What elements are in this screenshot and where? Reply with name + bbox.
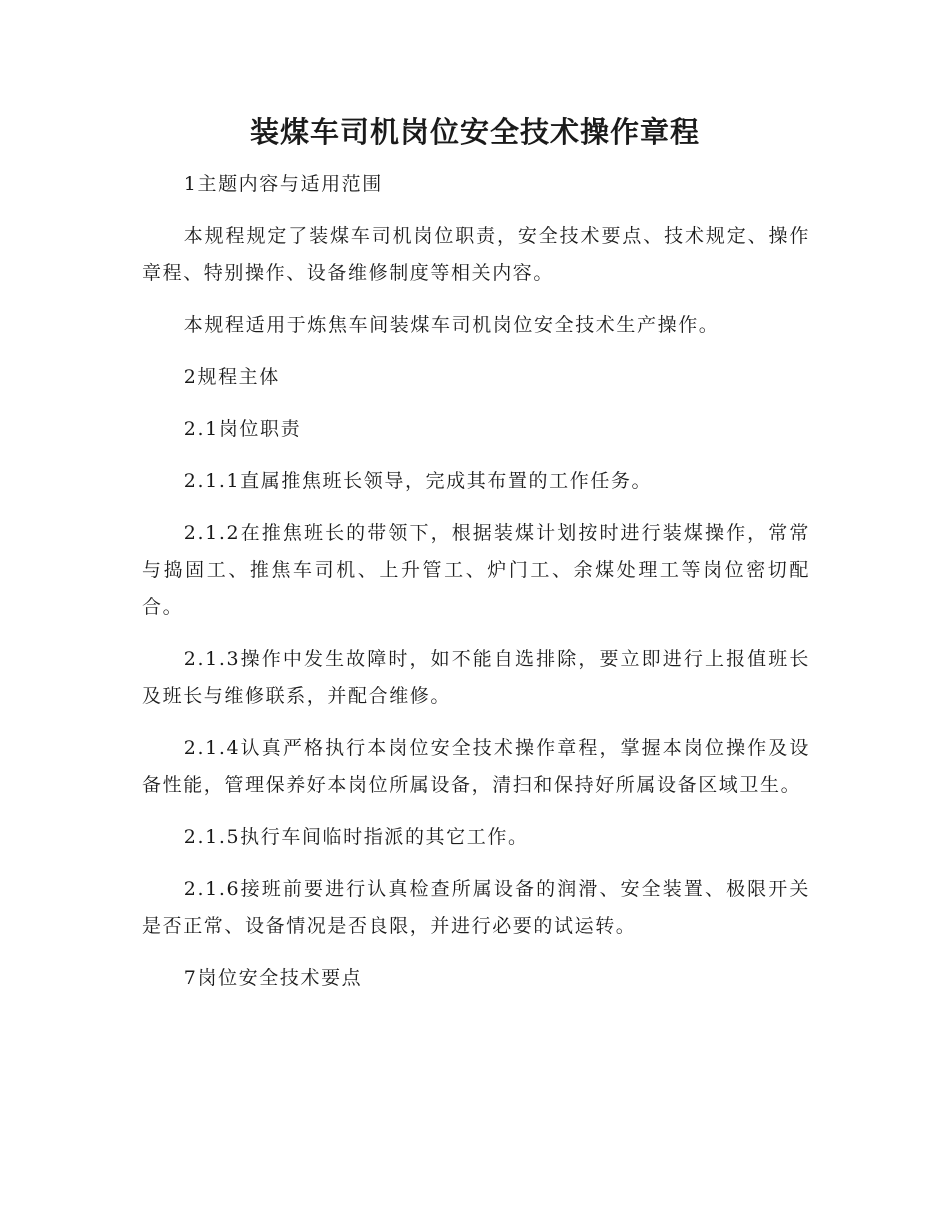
subsection-heading: 2.1岗位职责 bbox=[183, 418, 302, 440]
clause-paragraph: 2.1.3操作中发生故障时，如不能自选排除，要立即进行上报值班长及班长与维修联系，并配合维修。 bbox=[142, 648, 810, 707]
section-heading: 2规程主体 bbox=[183, 366, 280, 388]
clause-paragraph: 2.1.1直属推焦班长领导，完成其布置的工作任务。 bbox=[183, 470, 653, 492]
clause-paragraph: 2.1.4认真严格执行本岗位安全技术操作章程，掌握本岗位操作及设备性能，管理保养好本岗位所属设备，清扫和保持好所属设备区域卫生。 bbox=[142, 737, 810, 796]
body-paragraph: 本规程规定了装煤车司机岗位职责，安全技术要点、技术规定、操作章程、特别操作、设备维修制度等相关内容。 bbox=[142, 225, 810, 284]
clause-paragraph: 2.1.2在推焦班长的带领下，根据装煤计划按时进行装煤操作，常常与捣固工、推焦车司机、上升管工、炉门工、余煤处理工等岗位密切配合。 bbox=[142, 522, 810, 618]
section-heading: 1主题内容与适用范围 bbox=[183, 173, 383, 195]
document-title: 装煤车司机岗位安全技术操作章程 bbox=[249, 115, 700, 149]
section-heading: 7岗位安全技术要点 bbox=[183, 967, 363, 989]
clause-paragraph: 2.1.5执行车间临时指派的其它工作。 bbox=[183, 826, 529, 848]
body-paragraph: 本规程适用于炼焦车间装煤车司机岗位安全技术生产操作。 bbox=[183, 314, 720, 336]
clause-paragraph: 2.1.6接班前要进行认真检查所属设备的润滑、安全装置、极限开关是否正常、设备情况是否良限，并进行必要的试运转。 bbox=[142, 878, 810, 937]
document-body bbox=[142, 166, 810, 1012]
